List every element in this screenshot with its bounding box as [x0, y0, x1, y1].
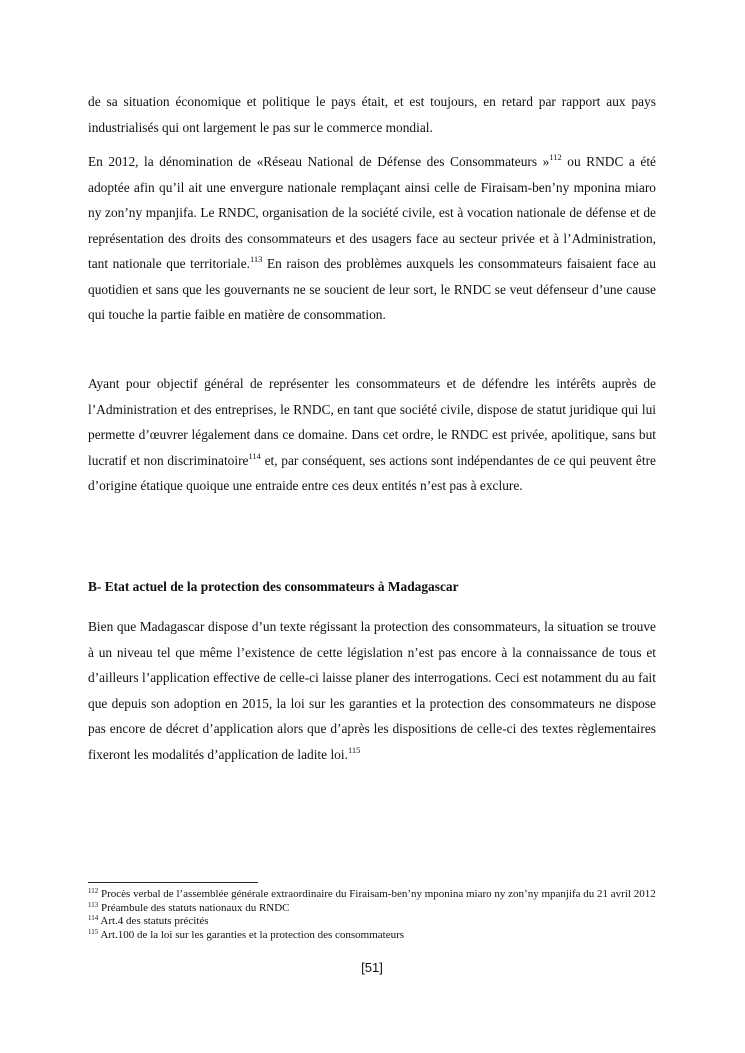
footnote-text: Procès verbal de l’assemblée générale extraordinaire du Firaisam-ben’ny mponina miaro ny zon’ny mpanjifa du 21 avril 2012 — [98, 888, 656, 900]
paragraph-rndc-name — [88, 149, 656, 328]
footnote-ref-115[interactable]: 115 — [347, 744, 361, 755]
footnote-112 — [88, 888, 663, 902]
footnote-number: 113 — [88, 900, 99, 909]
footnotes — [88, 888, 663, 942]
footnote-ref-113[interactable]: 113 — [250, 254, 263, 264]
page-number: [51] — [361, 960, 383, 975]
paragraph-text: En raison des problèmes auxquels les consommateurs faisaient face au quotidien et sans que les gouvernants ne se soucient de leur sort, le RNDC se veut défenseur d’une cause qui touche la partie faible en matière de consommation. — [88, 256, 656, 322]
footnote-ref-112[interactable]: 112 — [549, 152, 562, 162]
footnote-separator — [88, 882, 258, 883]
footnote-text: Art.100 de la loi sur les garanties et la protection des consommateurs — [98, 928, 405, 941]
paragraph-text: de sa situation économique et politique le pays était, et est toujours, en retard par rapport aux pays industrialisés qui ont largement le pas sur le commerce mondial. — [88, 94, 656, 135]
footnote-number: 114 — [88, 914, 99, 922]
footnote-text: Préambule des statuts nationaux du RNDC — [98, 901, 290, 914]
footnote-114 — [88, 915, 663, 929]
section-heading: B- Etat actuel de la protection des consommateurs à Madagascar — [88, 579, 459, 594]
footnote-text: Art.4 des statuts précités — [98, 915, 209, 927]
paragraph-text: ou RNDC a été adoptée afin qu’il ait une envergure nationale remplaçant ainsi celle de Firaisam-ben’ny mponina miaro ny zon’ny mpanjifa. Le RNDC, organisation de la société civile, est à vocation nationale de défense et de représentation des droits des consommateurs et des usagers face au secteur privée et à l’Administration, tant nationale que territoriale. — [88, 154, 656, 271]
paragraph-current-state — [88, 614, 656, 767]
footnote-113 — [88, 902, 663, 916]
paragraph-text: En 2012, la dénomination de «Réseau National de Défense des Consommateurs » — [88, 154, 550, 169]
paragraph-text: Bien que Madagascar dispose d’un texte régissant la protection des consommateurs, la situation se trouve à un niveau tel que même l’existence de cette législation n’est pas encore à la connaissance de tous et d’ailleurs l’application effective de celle-ci laisse planer des interrogations. Ceci est notamment du au fait que depuis son adoption en 2015, la loi sur les garanties et la protection des consommateurs ne dispose pas encore de décret d’application alors que d’après les dispositions de celle-ci des textes règlementaires fixeront les modalités d’application de ladite loi. — [88, 619, 656, 762]
footnote-number: 112 — [88, 887, 99, 895]
paragraph-intro — [88, 89, 656, 140]
paragraph-text: Ayant pour objectif général de représenter les consommateurs et de défendre les intérêts auprès de l’Administration et des entreprises, le RNDC, en tant que société civile, dispose de statut juridique qui lui permette d’œuvrer légalement dans ce domaine. Dans cet ordre, le RNDC est privée, apolitique, sans but lucratif et non discriminatoire — [88, 376, 656, 468]
footnote-ref-114[interactable]: 114 — [248, 450, 261, 461]
footnote-number: 115 — [88, 927, 99, 936]
paragraph-rndc-objective — [88, 371, 656, 499]
footnote-115 — [88, 929, 663, 943]
paragraph-text: et, par conséquent, ses actions sont indépendantes de ce qui peuvent être d’origine étatique quoique une entraide entre ces deux entités n’est pas à exclure. — [88, 452, 656, 493]
